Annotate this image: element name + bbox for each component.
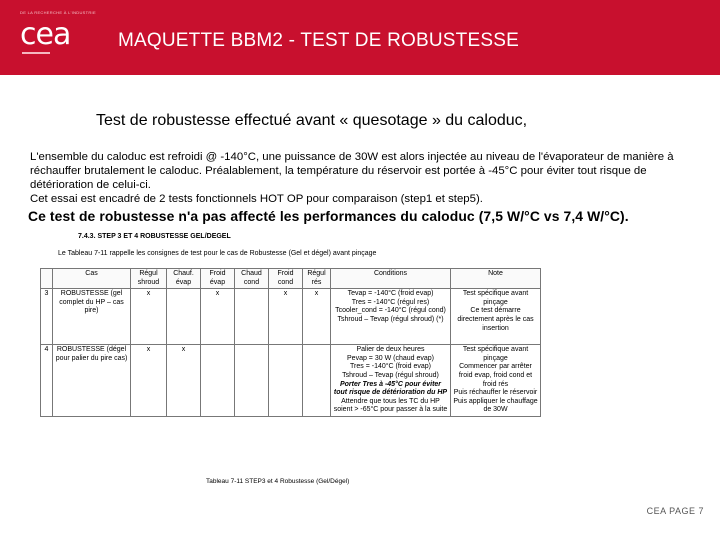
row-note <box>451 289 541 345</box>
page-footer: CEA PAGE 7 <box>646 506 704 516</box>
col-froid-evap: Froid évap <box>201 269 235 289</box>
row-froid-evap <box>201 345 235 417</box>
conclusion-text: Ce test de robustesse n'a pas affecté les performances du caloduc (7,5 W/°C vs 7,4 W/°C). <box>28 208 629 224</box>
embedded-document-excerpt <box>30 230 550 485</box>
condition-line: Tcooler_cond = -140°C (régul cond) <box>335 307 446 315</box>
col-froid-cond: Froid cond <box>269 269 303 289</box>
row-note <box>451 345 541 417</box>
cea-logo <box>12 10 96 60</box>
row-froid-cond <box>269 345 303 417</box>
description-line-1: L'ensemble du caloduc est refroidi @ -140°C, une puissance de 30W est alors injectée au niveau de l'évaporateur de manière à réchauffer brutalement le caloduc. Préalablement, la température du réservoir est portée à -45°C pour éviter tout risque de détérioration de celui-ci. <box>30 151 674 191</box>
intro-text: Test de robustesse effectué avant « quesotage » du caloduc, <box>96 112 528 129</box>
condition-line: Tres = -140°C (régul res) <box>351 298 430 306</box>
section-heading: 7.4.3. STEP 3 ET 4 ROBUSTESSE GEL/DEGEL <box>78 233 231 240</box>
condition-line: Attendre que tous les TC du HP soient > -65°C pour passer à la suite <box>333 397 448 414</box>
col-conditions: Conditions <box>331 269 451 289</box>
col-cas: Cas <box>53 269 131 289</box>
row-chaud-cond <box>235 345 269 417</box>
note-line: Puis réchauffer le réservoir <box>453 389 538 397</box>
section-caption: Le Tableau 7-11 rappelle les consignes de test pour le cas de Robustesse (Gel et dégel) avant pinçage <box>58 250 377 257</box>
condition-line: Tshroud – Tevap (régul shroud) (*) <box>337 315 444 323</box>
table-row <box>41 289 541 345</box>
row-cas: ROBUSTESSE (dégel pour palier du pire cas) <box>53 345 131 417</box>
condition-line: Tshroud – Tevap (régul shroud) <box>342 371 439 379</box>
col-note: Note <box>451 269 541 289</box>
condition-line: Palier de deux heures <box>356 346 425 354</box>
row-regul-shroud: x <box>131 289 167 345</box>
row-cas: ROBUSTESSE (gel complet du HP – cas pire) <box>53 289 131 345</box>
note-line: Test spécifique avant pinçage <box>462 290 529 306</box>
row-froid-cond: x <box>269 289 303 345</box>
logo-underline <box>22 52 50 54</box>
test-conditions-table <box>40 268 541 417</box>
row-regul-shroud: x <box>131 345 167 417</box>
slide-title: MAQUETTE BBM2 - TEST DE ROBUSTESSE <box>118 30 519 51</box>
row-regul-res <box>303 345 331 417</box>
table-header-row <box>41 269 541 289</box>
row-num: 4 <box>41 345 53 417</box>
table-row <box>41 345 541 417</box>
table-caption: Tableau 7-11 STEP3 et 4 Robustesse (Gel/Dégel) <box>206 478 350 485</box>
logo-wordmark: cea <box>20 17 71 52</box>
condition-line: Pevap = 30 W (chaud evap) <box>347 354 434 362</box>
condition-line: Tevap = -140°C (froid evap) <box>347 290 434 298</box>
col-num <box>41 269 53 289</box>
condition-emphasis: Porter Tres à -45°C pour éviter tout risque de détérioration du HP <box>333 380 448 397</box>
row-conditions <box>331 289 451 345</box>
col-chauf-evap: Chauf. évap <box>167 269 201 289</box>
description-paragraph <box>30 150 710 206</box>
note-line: Commencer par arrêter froid evap, froid cond et froid rés <box>458 363 533 388</box>
col-regul-shroud: Régul shroud <box>131 269 167 289</box>
condition-line: Tres = -140°C (froid evap) <box>350 363 431 371</box>
note-line: Puis appliquer le chauffage de 30W <box>453 397 538 414</box>
row-conditions <box>331 345 451 417</box>
logo-tagline: DE LA RECHERCHE À L'INDUSTRIE <box>20 10 96 15</box>
row-regul-res: x <box>303 289 331 345</box>
col-chaud-cond: Chaud cond <box>235 269 269 289</box>
title-banner <box>0 0 720 75</box>
row-chaud-cond <box>235 289 269 345</box>
note-line: Test spécifique avant pinçage <box>462 346 529 362</box>
row-froid-evap: x <box>201 289 235 345</box>
description-line-2: Cet essai est encadré de 2 tests fonctionnels HOT OP pour comparaison (step1 et step5). <box>30 193 483 205</box>
row-num: 3 <box>41 289 53 345</box>
col-regul-res: Régul rés <box>303 269 331 289</box>
note-line: Ce test démarre directement après le cas insertion <box>457 307 534 332</box>
row-chauf-evap: x <box>167 345 201 417</box>
row-chauf-evap <box>167 289 201 345</box>
